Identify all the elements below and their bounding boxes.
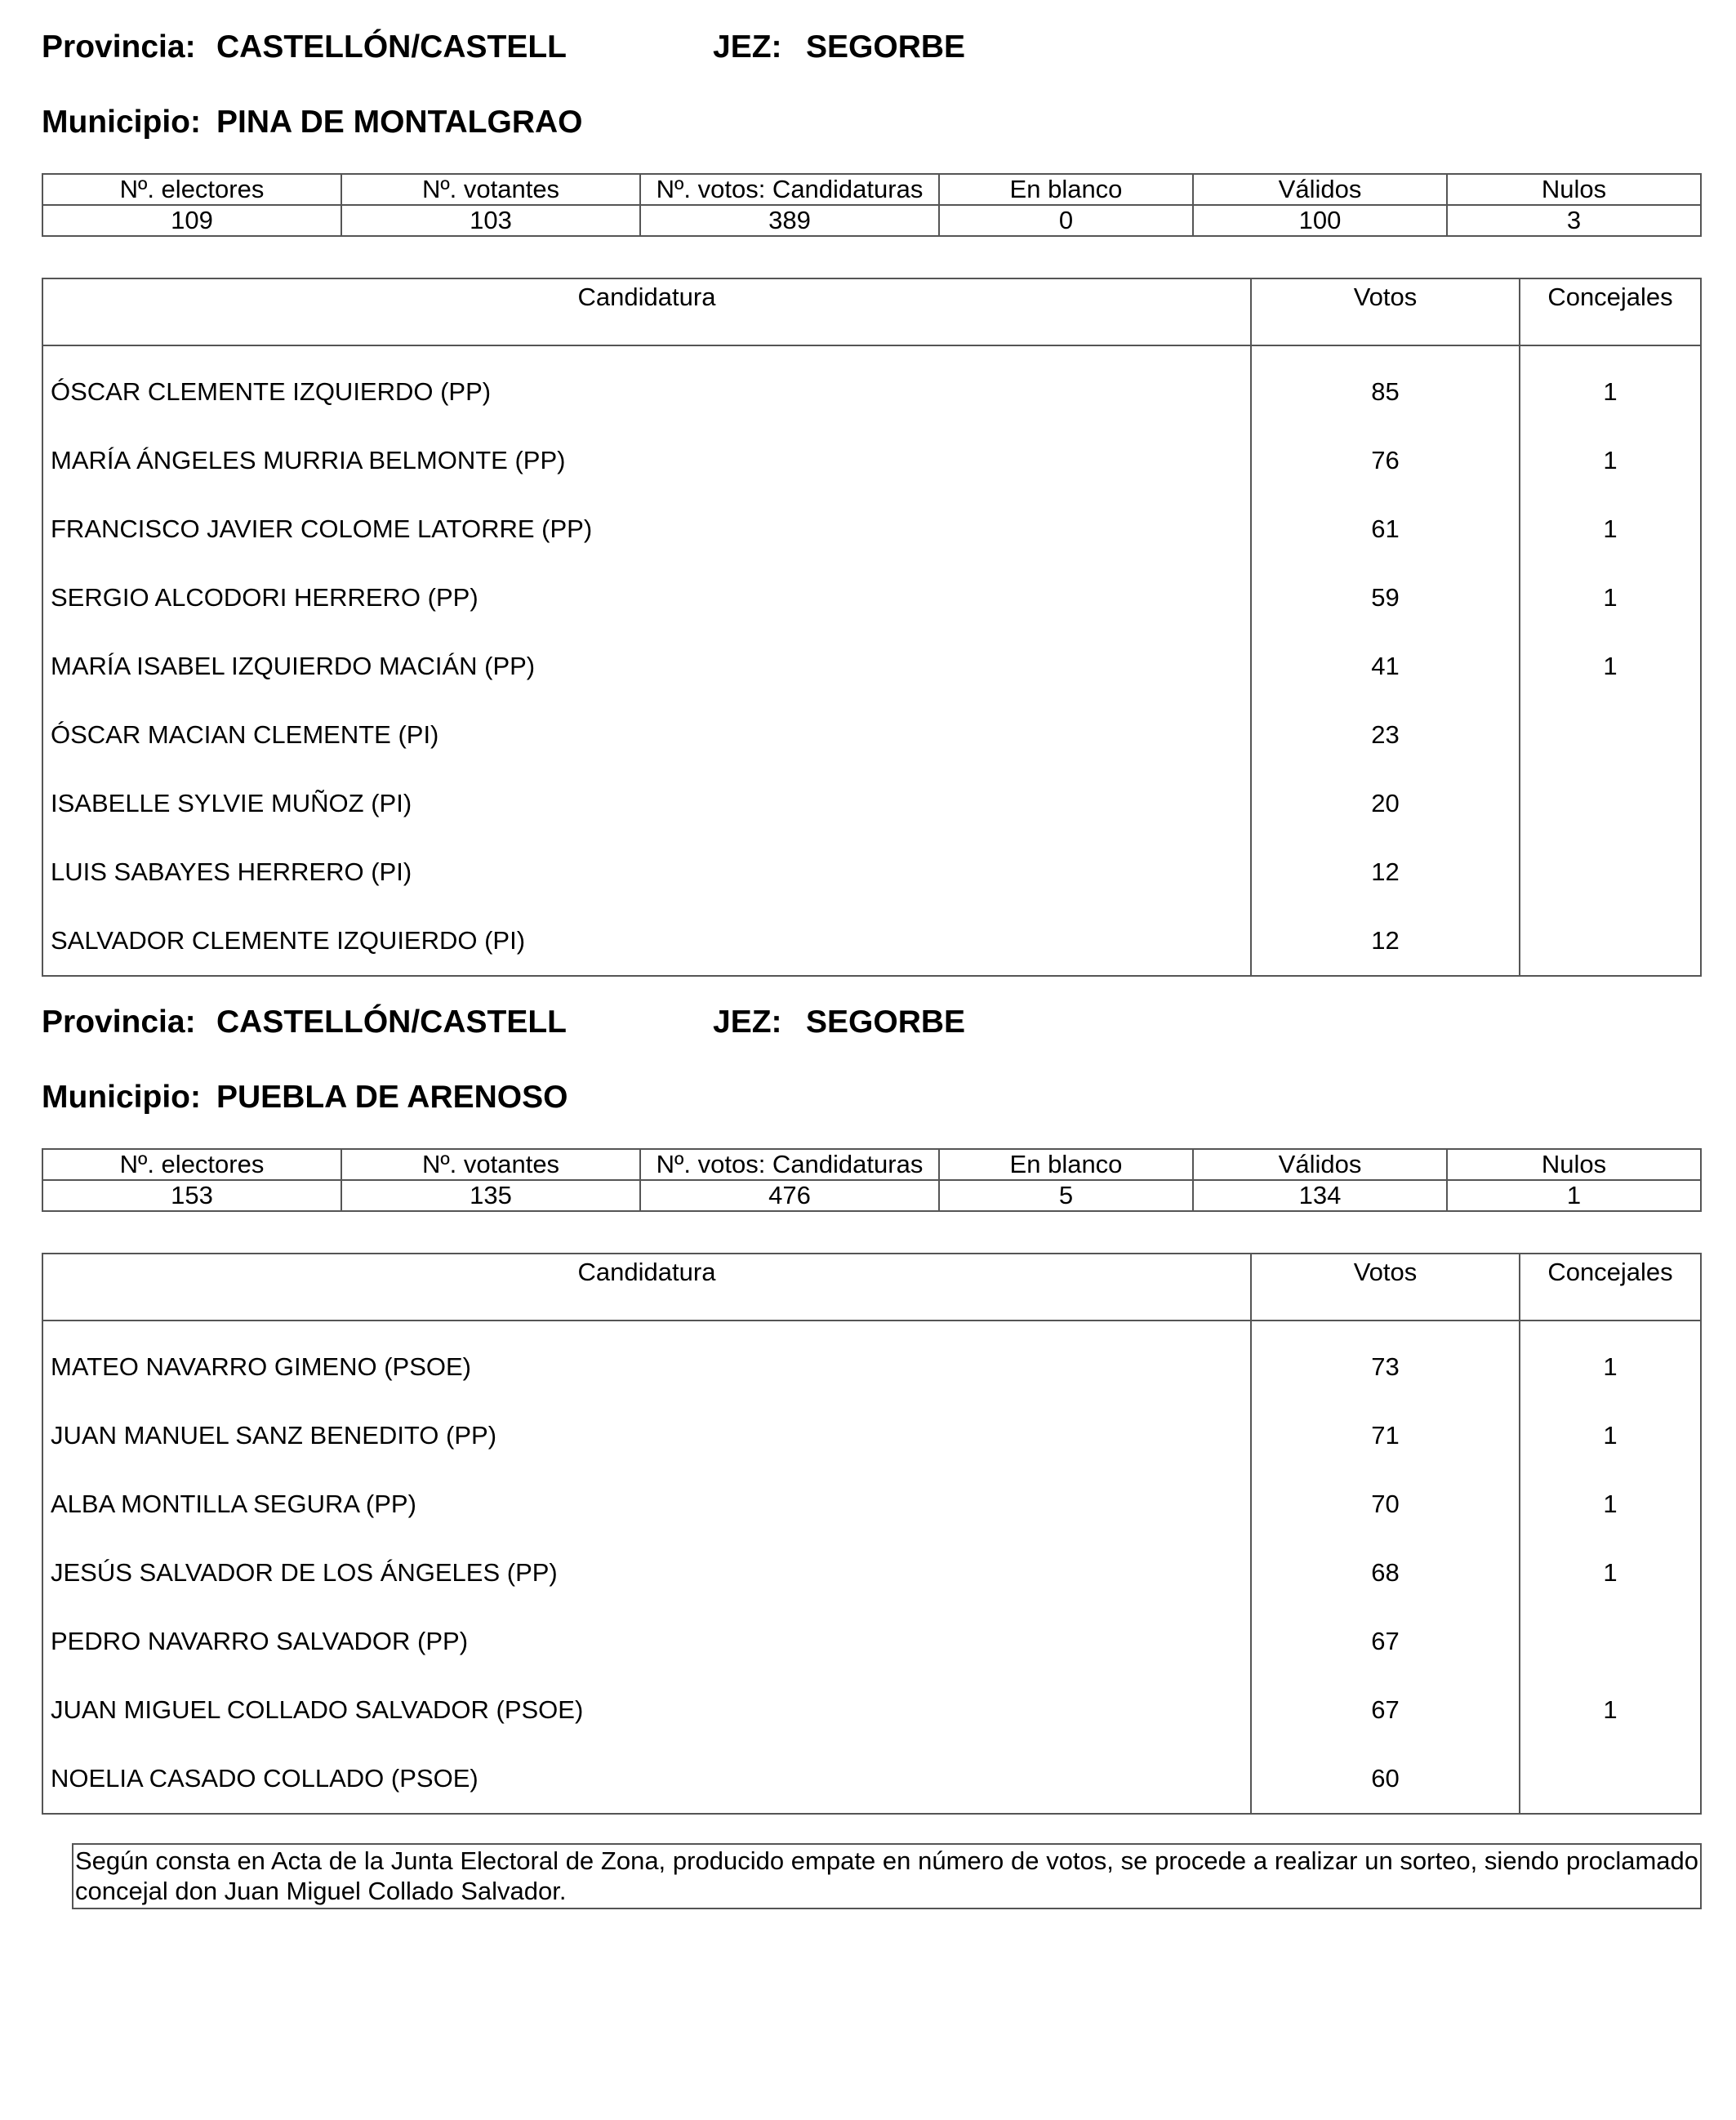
- table-row: [42, 563, 1701, 632]
- stats-value-row: [42, 205, 1701, 236]
- candidate-name: PEDRO NAVARRO SALVADOR (PP): [42, 1607, 1251, 1676]
- stats-header: Nº. votos: Candidaturas: [640, 174, 939, 205]
- candidate-votes: 85: [1251, 358, 1520, 426]
- table-row: [42, 1676, 1701, 1744]
- stats-value: 153: [42, 1180, 341, 1211]
- table-row: [42, 426, 1701, 495]
- table-row: [42, 769, 1701, 838]
- candidate-votes: 20: [1251, 769, 1520, 838]
- concejales-header: Concejales: [1520, 278, 1701, 345]
- municipality-label: Municipio:: [42, 1080, 201, 1115]
- concejales-header: Concejales: [1520, 1254, 1701, 1321]
- spacer-row: [42, 345, 1701, 358]
- table-row: [42, 1401, 1701, 1470]
- jez-label: JEZ:: [713, 29, 782, 65]
- candidate-votes: 71: [1251, 1401, 1520, 1470]
- candidate-name: JUAN MIGUEL COLLADO SALVADOR (PSOE): [42, 1676, 1251, 1744]
- jez-value: SEGORBE: [806, 29, 966, 65]
- stats-header: En blanco: [939, 1149, 1193, 1180]
- candidate-seats: [1520, 1607, 1701, 1676]
- stats-value: 100: [1193, 205, 1447, 236]
- stats-value: 135: [341, 1180, 640, 1211]
- jez-label: JEZ:: [713, 1004, 782, 1040]
- province-value: CASTELLÓN/CASTELL: [216, 1004, 567, 1040]
- stats-header: Nº. votantes: [341, 1149, 640, 1180]
- municipality-value: PINA DE MONTALGRAO: [216, 105, 583, 140]
- stats-value: 109: [42, 205, 341, 236]
- table-row: [42, 1744, 1701, 1814]
- candidate-name: SALVADOR CLEMENTE IZQUIERDO (PI): [42, 906, 1251, 976]
- candidate-name: SERGIO ALCODORI HERRERO (PP): [42, 563, 1251, 632]
- stats-table: [42, 1148, 1702, 1212]
- table-row: [42, 906, 1701, 976]
- tiebreak-note: Según consta en Acta de la Junta Electoral de Zona, producido empate en número de votos, se procede a realizar un sorteo, siendo proclamado concejal don Juan Miguel Collado Salvador.: [72, 1843, 1702, 1909]
- stats-value: 389: [640, 205, 939, 236]
- province-label: Provincia:: [42, 29, 196, 65]
- spacer-row: [42, 1321, 1701, 1333]
- candidate-votes: 23: [1251, 701, 1520, 769]
- candidate-votes: 12: [1251, 906, 1520, 976]
- stats-header-row: [42, 1149, 1701, 1180]
- candidate-votes: 67: [1251, 1607, 1520, 1676]
- province-label: Provincia:: [42, 1004, 196, 1040]
- candidate-name: ALBA MONTILLA SEGURA (PP): [42, 1470, 1251, 1539]
- candidate-votes: 67: [1251, 1676, 1520, 1744]
- candidate-seats: 1: [1520, 1333, 1701, 1401]
- stats-header: Nº. votos: Candidaturas: [640, 1149, 939, 1180]
- candidate-seats: [1520, 701, 1701, 769]
- candidate-seats: 1: [1520, 358, 1701, 426]
- candidate-seats: 1: [1520, 1470, 1701, 1539]
- candidate-votes: 59: [1251, 563, 1520, 632]
- candidate-votes: 76: [1251, 426, 1520, 495]
- candidatura-header: Candidatura: [42, 278, 1251, 345]
- candidate-seats: 1: [1520, 426, 1701, 495]
- stats-header: Nulos: [1447, 174, 1701, 205]
- table-row: [42, 1470, 1701, 1539]
- candidates-table: [42, 1253, 1702, 1815]
- stats-value: 103: [341, 205, 640, 236]
- candidate-name: ÓSCAR CLEMENTE IZQUIERDO (PP): [42, 358, 1251, 426]
- candidate-name: MARÍA ISABEL IZQUIERDO MACIÁN (PP): [42, 632, 1251, 701]
- candidate-seats: 1: [1520, 1401, 1701, 1470]
- table-row: [42, 495, 1701, 563]
- candidate-name: ÓSCAR MACIAN CLEMENTE (PI): [42, 701, 1251, 769]
- candidate-name: LUIS SABAYES HERRERO (PI): [42, 838, 1251, 906]
- stats-header: Nº. electores: [42, 174, 341, 205]
- votos-header: Votos: [1251, 278, 1520, 345]
- stats-value: 134: [1193, 1180, 1447, 1211]
- candidate-votes: 68: [1251, 1539, 1520, 1607]
- table-row: [42, 358, 1701, 426]
- candidate-name: NOELIA CASADO COLLADO (PSOE): [42, 1744, 1251, 1814]
- stats-header: Nº. votantes: [341, 174, 640, 205]
- stats-table: [42, 173, 1702, 237]
- candidate-name: MATEO NAVARRO GIMENO (PSOE): [42, 1333, 1251, 1401]
- candidate-seats: 1: [1520, 563, 1701, 632]
- table-row: [42, 701, 1701, 769]
- candidate-seats: [1520, 838, 1701, 906]
- candidate-seats: 1: [1520, 632, 1701, 701]
- candidate-seats: 1: [1520, 1539, 1701, 1607]
- table-row: [42, 1333, 1701, 1401]
- candidates-header-row: [42, 1254, 1701, 1321]
- candidate-seats: [1520, 906, 1701, 976]
- stats-header-row: [42, 174, 1701, 205]
- candidate-seats: [1520, 1744, 1701, 1814]
- table-row: [42, 1607, 1701, 1676]
- municipality-label: Municipio:: [42, 105, 201, 140]
- candidates-table: [42, 278, 1702, 977]
- candidate-name: MARÍA ÁNGELES MURRIA BELMONTE (PP): [42, 426, 1251, 495]
- stats-value-row: [42, 1180, 1701, 1211]
- stats-value: 0: [939, 205, 1193, 236]
- table-row: [42, 632, 1701, 701]
- candidate-votes: 12: [1251, 838, 1520, 906]
- stats-header: Válidos: [1193, 174, 1447, 205]
- candidate-seats: 1: [1520, 1676, 1701, 1744]
- candidatura-header: Candidatura: [42, 1254, 1251, 1321]
- stats-header: Válidos: [1193, 1149, 1447, 1180]
- stats-header: Nº. electores: [42, 1149, 341, 1180]
- candidate-seats: 1: [1520, 495, 1701, 563]
- candidate-seats: [1520, 769, 1701, 838]
- stats-value: 3: [1447, 205, 1701, 236]
- jez-value: SEGORBE: [806, 1004, 966, 1040]
- candidate-name: JESÚS SALVADOR DE LOS ÁNGELES (PP): [42, 1539, 1251, 1607]
- votos-header: Votos: [1251, 1254, 1520, 1321]
- stats-header: En blanco: [939, 174, 1193, 205]
- stats-value: 1: [1447, 1180, 1701, 1211]
- candidate-votes: 70: [1251, 1470, 1520, 1539]
- candidate-votes: 61: [1251, 495, 1520, 563]
- stats-value: 476: [640, 1180, 939, 1211]
- candidate-name: ISABELLE SYLVIE MUÑOZ (PI): [42, 769, 1251, 838]
- stats-header: Nulos: [1447, 1149, 1701, 1180]
- candidate-name: JUAN MANUEL SANZ BENEDITO (PP): [42, 1401, 1251, 1470]
- province-value: CASTELLÓN/CASTELL: [216, 29, 567, 65]
- table-row: [42, 1539, 1701, 1607]
- table-row: [42, 838, 1701, 906]
- municipality-value: PUEBLA DE ARENOSO: [216, 1080, 568, 1115]
- candidates-header-row: [42, 278, 1701, 345]
- stats-value: 5: [939, 1180, 1193, 1211]
- candidate-votes: 60: [1251, 1744, 1520, 1814]
- candidate-votes: 73: [1251, 1333, 1520, 1401]
- candidate-name: FRANCISCO JAVIER COLOME LATORRE (PP): [42, 495, 1251, 563]
- candidate-votes: 41: [1251, 632, 1520, 701]
